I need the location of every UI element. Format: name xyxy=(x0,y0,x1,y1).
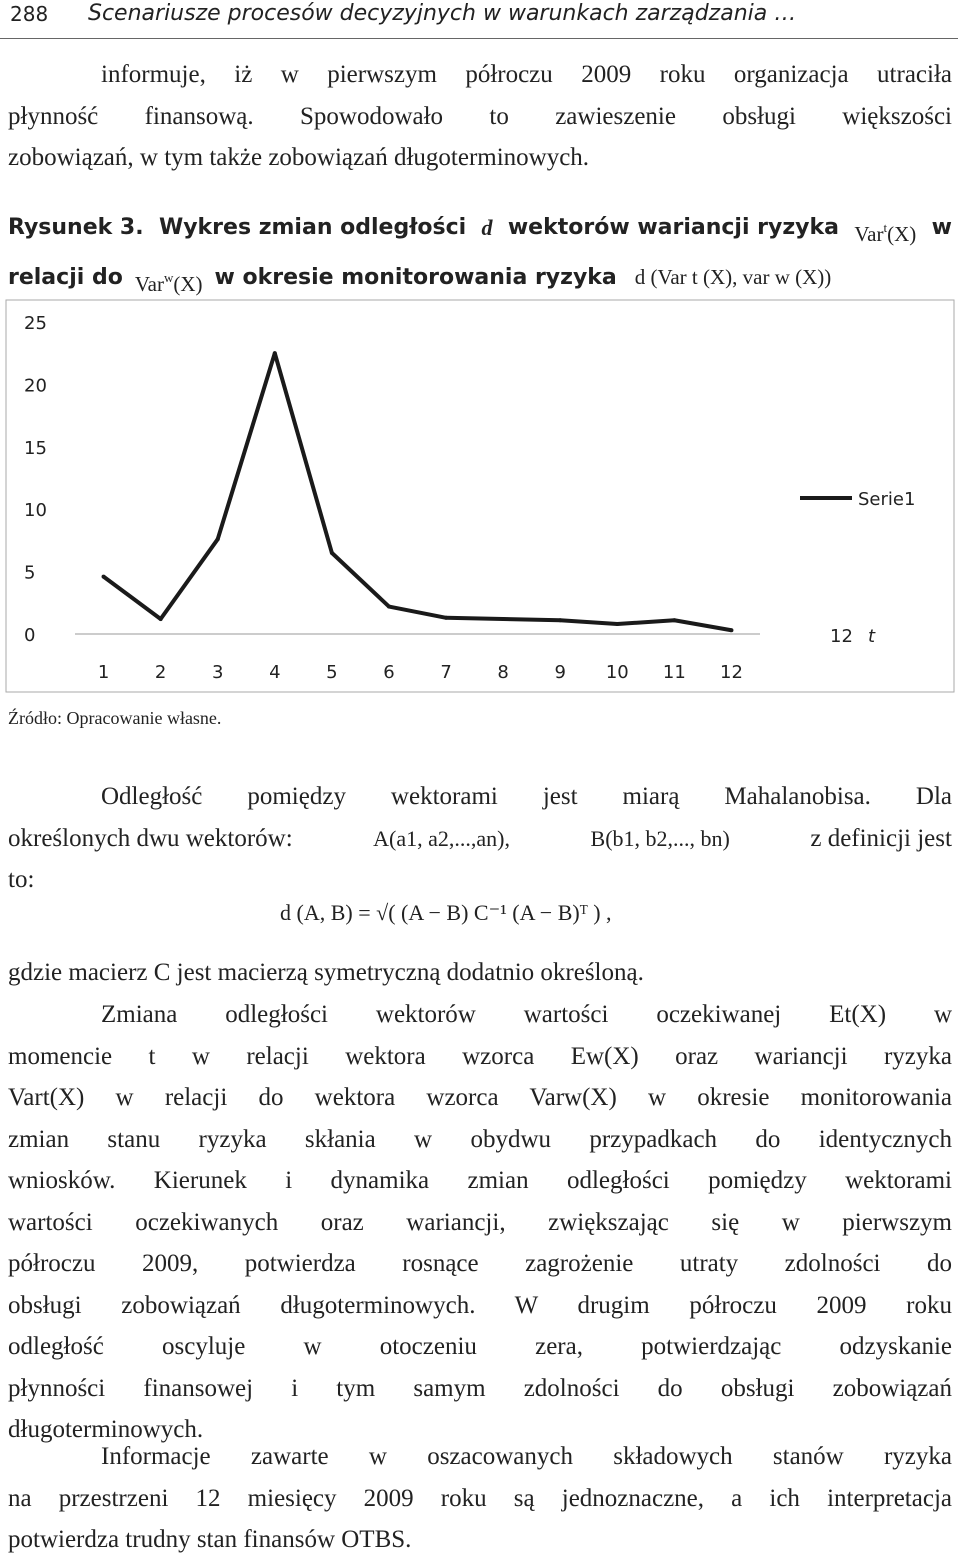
text-line: obsługi zobowiązań długoterminowych. W drugim półroczu 2009 roku xyxy=(8,1291,952,1319)
caption-d: d xyxy=(481,215,493,240)
data-point xyxy=(273,351,277,355)
x-tick-label: 1 xyxy=(97,662,110,683)
page-header xyxy=(0,0,960,40)
caption-var-w: Var$^w$(X) xyxy=(134,270,203,296)
text-line: zobowiązań, w tym także zobowiązań długoterminowych. xyxy=(8,144,590,171)
x-tick-label: 7 xyxy=(440,662,452,683)
mahalanobis-formula: d (A, B) = √( (A − B) C⁻¹ (A − B)ᵀ ) , xyxy=(280,900,612,925)
paragraph-analysis xyxy=(8,994,952,1451)
caption-label: Rysunek 3. xyxy=(8,215,144,240)
legend-label: Serie1 xyxy=(858,489,916,510)
figure-caption xyxy=(8,206,952,306)
data-point xyxy=(216,537,220,541)
text-line: to: xyxy=(8,866,35,893)
x-tick-label: 10 xyxy=(605,662,629,683)
y-tick-label: 15 xyxy=(24,437,47,459)
text-line: płynności finansowej i tym samym zdolności do obsługi zobowiązań xyxy=(8,1374,952,1402)
x-tick-label: 5 xyxy=(326,662,338,683)
caption-formula: d (Var t (X), var w (X)) xyxy=(634,265,832,289)
figure-source: Źródło: Opracowanie własne. xyxy=(8,708,222,728)
data-point xyxy=(444,616,448,620)
text-line: zmian stanu ryzyka skłania w obydwu przypadkach do identycznych xyxy=(8,1125,952,1153)
x-tick-label: 4 xyxy=(269,662,281,683)
text-line: momencie t w relacji wektora wzorca Ew(X) oraz wariancji ryzyka xyxy=(8,1042,952,1070)
line-chart xyxy=(0,292,960,702)
paragraph-matrix xyxy=(8,952,952,994)
text-line: odległość oscyluje w otoczeniu zera, potwierdzając odzyskanie xyxy=(8,1333,952,1360)
data-point xyxy=(102,575,106,579)
data-point xyxy=(330,551,334,555)
y-tick-label: 5 xyxy=(24,562,36,584)
paragraph-mahalanobis xyxy=(8,776,952,901)
x-tick-label: 2 xyxy=(154,662,167,683)
x-extra-label: 12 xyxy=(830,626,853,647)
data-point xyxy=(672,618,676,622)
text-line: Vart(X) w relacji do wektora wzorca Varw(X) w okresie monitorowania xyxy=(8,1084,952,1111)
x-tick-label: 12 xyxy=(720,662,743,683)
page-number: 288 xyxy=(10,2,49,26)
text-line: informuje, iż w pierwszym półroczu 2009 roku organizacja utraciła xyxy=(101,61,952,88)
caption-line-1 xyxy=(8,206,952,256)
y-axis-ticks xyxy=(24,313,47,646)
text-line: gdzie macierz C jest macierzą symetryczną dodatnio określoną. xyxy=(8,959,644,986)
caption-text: w xyxy=(931,215,952,240)
text-line: potwierdza trudny stan finansów OTBS. xyxy=(8,1526,412,1553)
data-point xyxy=(615,622,619,626)
series-line-serie1 xyxy=(104,353,732,630)
text-line: długoterminowych. xyxy=(8,1416,204,1443)
text-line: półroczu 2009, potwierdza rosnące zagrożenie utraty zdolności do xyxy=(8,1250,952,1277)
y-tick-label: 25 xyxy=(24,313,47,334)
x-axis-ticks xyxy=(98,662,743,683)
caption-text: Wykres zmian odległości xyxy=(158,215,467,240)
text-line: Zmiana odległości wektorów wartości oczekiwanej Et(X) w xyxy=(101,1001,952,1028)
vector-b: B(b1, b2,..., bn) xyxy=(590,825,730,851)
intro-paragraph xyxy=(8,54,952,179)
caption-text: wektorów wariancji ryzyka xyxy=(507,215,839,240)
text-line: płynność finansową. Spowodowało to zawieszenie obsługi większości xyxy=(8,102,952,130)
data-point xyxy=(159,617,163,621)
x-tick-label: 8 xyxy=(497,662,509,683)
text-line-vectors: określonych dwu wektorów: A(a1, a2,...,an), B(b1, b2,..., bn) z definicji jest xyxy=(8,818,952,860)
x-tick-label: 6 xyxy=(383,662,395,683)
text-line: Informacje zawarte w oszacowanych składowych stanów ryzyka xyxy=(101,1443,952,1470)
data-point xyxy=(387,605,391,609)
y-tick-label: 10 xyxy=(24,500,47,522)
data-point xyxy=(558,618,562,622)
data-point xyxy=(501,617,505,621)
caption-var-t: Var$^t$(X) xyxy=(854,220,917,246)
y-tick-label: 0 xyxy=(24,625,36,646)
text-line: wartości oczekiwanych oraz wariancji, zwiększając się w pierwszym xyxy=(8,1208,952,1236)
x-axis-symbol: t xyxy=(868,626,876,647)
vector-a: A(a1, a2,...,an), xyxy=(373,825,511,851)
caption-text: relacji do xyxy=(8,265,123,290)
header-rule xyxy=(0,38,958,39)
running-title: Scenariusze procesów decyzyjnych w warunkach zarządzania … xyxy=(88,1,797,26)
y-tick-label: 20 xyxy=(24,375,47,397)
text-line: Odległość pomiędzy wektorami jest miarą Mahalanobisa. Dla xyxy=(101,783,952,810)
caption-text: w okresie monitorowania ryzyka xyxy=(214,265,617,290)
paragraph-conclusion xyxy=(8,1436,952,1561)
x-tick-label: 11 xyxy=(662,662,686,683)
data-point xyxy=(729,628,733,632)
x-tick-label: 9 xyxy=(554,662,566,683)
text-line: wniosków. Kierunek i dynamika zmian odległości pomiędzy wektorami xyxy=(8,1167,952,1194)
x-tick-label: 3 xyxy=(211,662,224,683)
text-line: na przestrzeni 12 miesięcy 2009 roku są jednoznaczne, a ich interpretacja xyxy=(8,1484,952,1512)
